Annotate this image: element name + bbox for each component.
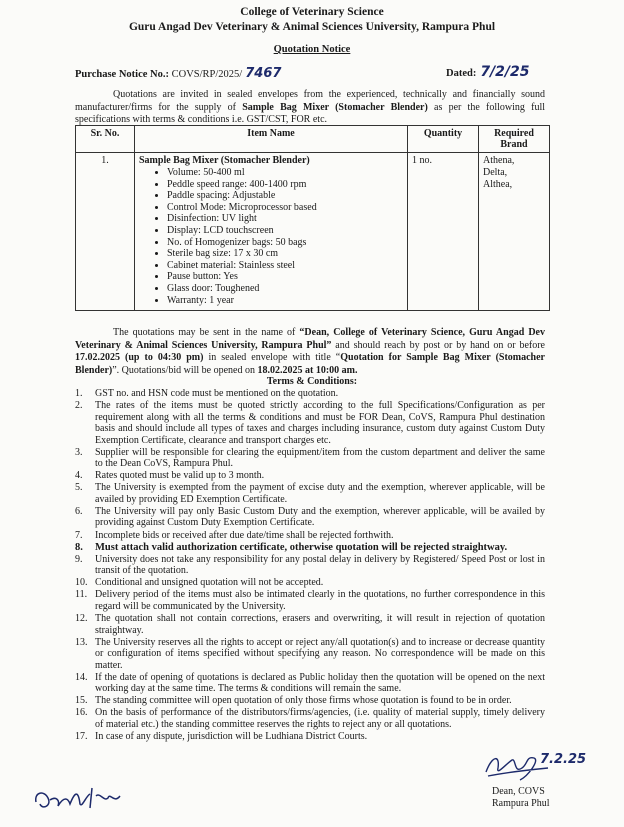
term-text: The University is exempted from the payment of excise duty and the exemption, wherever applicable, will be availed by providing ED Exemption Certificate.	[95, 482, 545, 505]
term-text: The rates of the items must be quoted strictly according to the full Specifications/Configuration as per requirement along with all the terms & conditions and must be FOR Dean, CoVS, Rampura Phul destination basis and should include all types of taxes and charges including insurance, custom duty against Custom Duty Exemption Certificate, clearance and transport charges etc.	[95, 400, 545, 446]
term-text: Delivery period of the items must also be intimated clearly in the quotations, no further correspondence in this regard will be communicated by the University.	[95, 589, 545, 612]
row-quantity: 1 no.	[408, 153, 479, 311]
spec-item: • Control Mode: Microprocessor based	[167, 202, 403, 214]
term-text: Rates quoted must be valid up to 3 month.	[95, 470, 265, 482]
dean-location: Rampura Phul	[492, 798, 550, 809]
envelope-title: Quotation for Sample Bag Mixer (Stomacher Blender)	[75, 352, 545, 376]
term-number: 2.	[75, 400, 83, 412]
term-number: 11.	[75, 589, 88, 601]
handwritten-date: 7/2/25	[480, 64, 530, 80]
table-row	[76, 153, 550, 311]
term-item	[75, 589, 545, 612]
purchase-notice-number	[75, 66, 281, 81]
header-item-name: Item Name	[135, 126, 408, 153]
term-text: If the date of opening of quotations is declared as Public holiday then the quotation will be opened on the next working day at the same time. The terms & conditions will remain the same.	[95, 671, 545, 695]
term-text: The quotation shall not contain corrections, erasers and overwriting, it will result in rejection of quotation straightway.	[95, 613, 545, 636]
term-item	[75, 637, 545, 672]
term-item	[75, 613, 545, 636]
row-brands	[479, 153, 550, 311]
deadline: 17.02.2025 (up to 04:30 pm)	[75, 352, 204, 363]
term-text: Must attach valid authorization certificate, otherwise quotation will be rejected straightway.	[95, 541, 508, 553]
row-item	[135, 153, 408, 311]
row-sr-no: 1.	[76, 153, 135, 311]
brand-name: Delta,	[483, 167, 508, 178]
terms-list	[75, 388, 545, 743]
spec-item: • Paddle spacing: Adjustable	[167, 190, 403, 202]
terms-heading: Terms & Conditions:	[266, 376, 358, 387]
term-item	[75, 506, 545, 529]
term-number: 16.	[75, 707, 88, 719]
brand-name: Athena,	[483, 155, 515, 166]
term-item	[75, 577, 545, 589]
spec-item: • No. of Homogenizer bags: 50 bags	[167, 237, 403, 249]
term-text: On the basis of performance of the distributors/firms/agencies, (i.e. quality of material supply, timely delivery of material etc.) the standing committee reserves the rights to reject any or all quotations.	[95, 707, 545, 730]
dated	[446, 64, 530, 80]
term-item	[75, 707, 545, 730]
intro-text-1: Quotations are invited in sealed envelopes from the experienced, technically and financially sound manufacturer/firms for the supply of	[75, 89, 545, 113]
spec-item: • Sterile bag size: 17 x 30 cm	[167, 248, 403, 260]
spec-item: • Disinfection: UV light	[167, 213, 403, 225]
addressee: “Dean, College of Veterinary Science, Guru Angad Dev Veterinary & Animal Sciences University, Rampura Phul”	[75, 327, 545, 351]
term-item	[75, 388, 545, 400]
term-number: 9.	[75, 553, 83, 565]
spec-item: • Pause button: Yes	[167, 271, 403, 283]
opening-date: 18.02.2025 at 10:00 am.	[257, 364, 358, 376]
dean-title: Dean, COVS	[492, 786, 545, 797]
item-title: Sample Bag Mixer (Stomacher Blender)	[139, 155, 310, 166]
term-number: 15.	[75, 695, 88, 707]
university-name: Guru Angad Dev Veterinary & Animal Sciences University, Rampura Phul	[128, 21, 496, 33]
dated-label: Dated:	[446, 68, 477, 79]
spec-item: • Display: LCD touchscreen	[167, 225, 403, 237]
term-text: University does not take any responsibility for any postal delay in delivery by Registered/ Speed Post or lost in transit of the quotation.	[95, 553, 545, 577]
term-item	[75, 530, 545, 542]
term-number: 4.	[75, 470, 83, 482]
term-text: Incomplete bids or received after due date/time shall be rejected forthwith.	[95, 529, 394, 541]
submission-text-2: and should reach by post or by hand on or before	[331, 339, 545, 351]
term-item	[75, 731, 545, 743]
term-number: 3.	[75, 446, 83, 458]
header-quantity: Quantity	[408, 126, 479, 153]
term-item	[75, 400, 545, 446]
term-number: 14.	[75, 671, 88, 683]
brand-name: Althea,	[483, 179, 513, 190]
term-text: Conditional and unsigned quotation will not be accepted.	[95, 577, 324, 589]
term-item	[75, 447, 545, 470]
handwritten-notice-number: 7467	[245, 66, 282, 81]
term-item	[75, 695, 545, 707]
spec-item: • Glass door: Toughened	[167, 283, 403, 295]
submission-text-1: The quotations may be sent in the name of	[113, 327, 300, 338]
term-item	[75, 482, 545, 505]
submission-text-3: in sealed envelope with title “	[203, 352, 341, 363]
table-header-row	[76, 126, 550, 153]
purchase-notice-value: COVS/RP/2025/	[171, 69, 243, 80]
term-number: 10.	[75, 577, 88, 589]
spec-item: • Cabinet material: Stainless steel	[167, 260, 403, 272]
term-number: 5.	[75, 482, 83, 494]
term-item	[75, 554, 545, 577]
signature-date: 7.2.25	[540, 752, 587, 767]
submission-text-4: ”. Quotations/bid will be opened on	[112, 364, 258, 376]
term-text: The University will pay only Basic Custom Duty and the exemption, wherever applicable, will be availed by providing against Custom Duty Exemption Certificate.	[95, 505, 545, 529]
term-item	[75, 672, 545, 695]
college-name: College of Veterinary Science	[240, 6, 384, 18]
term-text: The University reserves all the rights to accept or reject any/all quotation(s) and to increase or decrease quantity or configuration of items specified without specifying any reason. No correspondence will be made on this matter.	[95, 636, 545, 671]
term-number: 1.	[75, 388, 83, 399]
term-text: The standing committee will open quotation of only those firms whose quotation is found to be in order.	[95, 695, 512, 707]
intro-text-2: as per the following full specifications with terms & conditions i.e. GST/CST, FOR etc.	[75, 101, 545, 125]
term-text: Supplier will be responsible for clearing the equipment/item from the custom department and deliver the same to the Dean CoVS, Rampura Phul.	[95, 446, 545, 470]
term-text: In case of any dispute, jurisdiction will be Ludhiana District Courts.	[95, 731, 368, 742]
submission-paragraph	[75, 327, 545, 377]
term-number: 7.	[75, 529, 83, 541]
intro-item-name: Sample Bag Mixer (Stomacher Blender)	[242, 101, 428, 113]
spec-item: • Volume: 50-400 ml	[167, 167, 403, 179]
term-text: GST no. and HSN code must be mentioned on the quotation.	[95, 388, 339, 399]
term-number: 6.	[75, 505, 83, 517]
initials-signature	[30, 778, 140, 814]
term-number: 12.	[75, 613, 88, 625]
term-number: 13.	[75, 636, 88, 648]
notice-title: Quotation Notice	[273, 44, 351, 55]
spec-item: • Peddle speed range: 400-1400 rpm	[167, 179, 403, 191]
term-number: 8.	[75, 541, 83, 553]
header-sr-no: Sr. No.	[76, 126, 135, 153]
intro-paragraph	[75, 89, 545, 127]
items-table	[75, 125, 550, 311]
dean-block	[492, 786, 550, 810]
header-required-brand: Required Brand	[479, 126, 550, 153]
term-number: 17.	[75, 731, 88, 742]
purchase-notice-label: Purchase Notice No.:	[75, 69, 172, 80]
spec-list	[139, 167, 403, 306]
term-item	[75, 470, 545, 482]
term-item	[75, 542, 545, 554]
spec-item: • Warranty: 1 year	[167, 295, 403, 307]
